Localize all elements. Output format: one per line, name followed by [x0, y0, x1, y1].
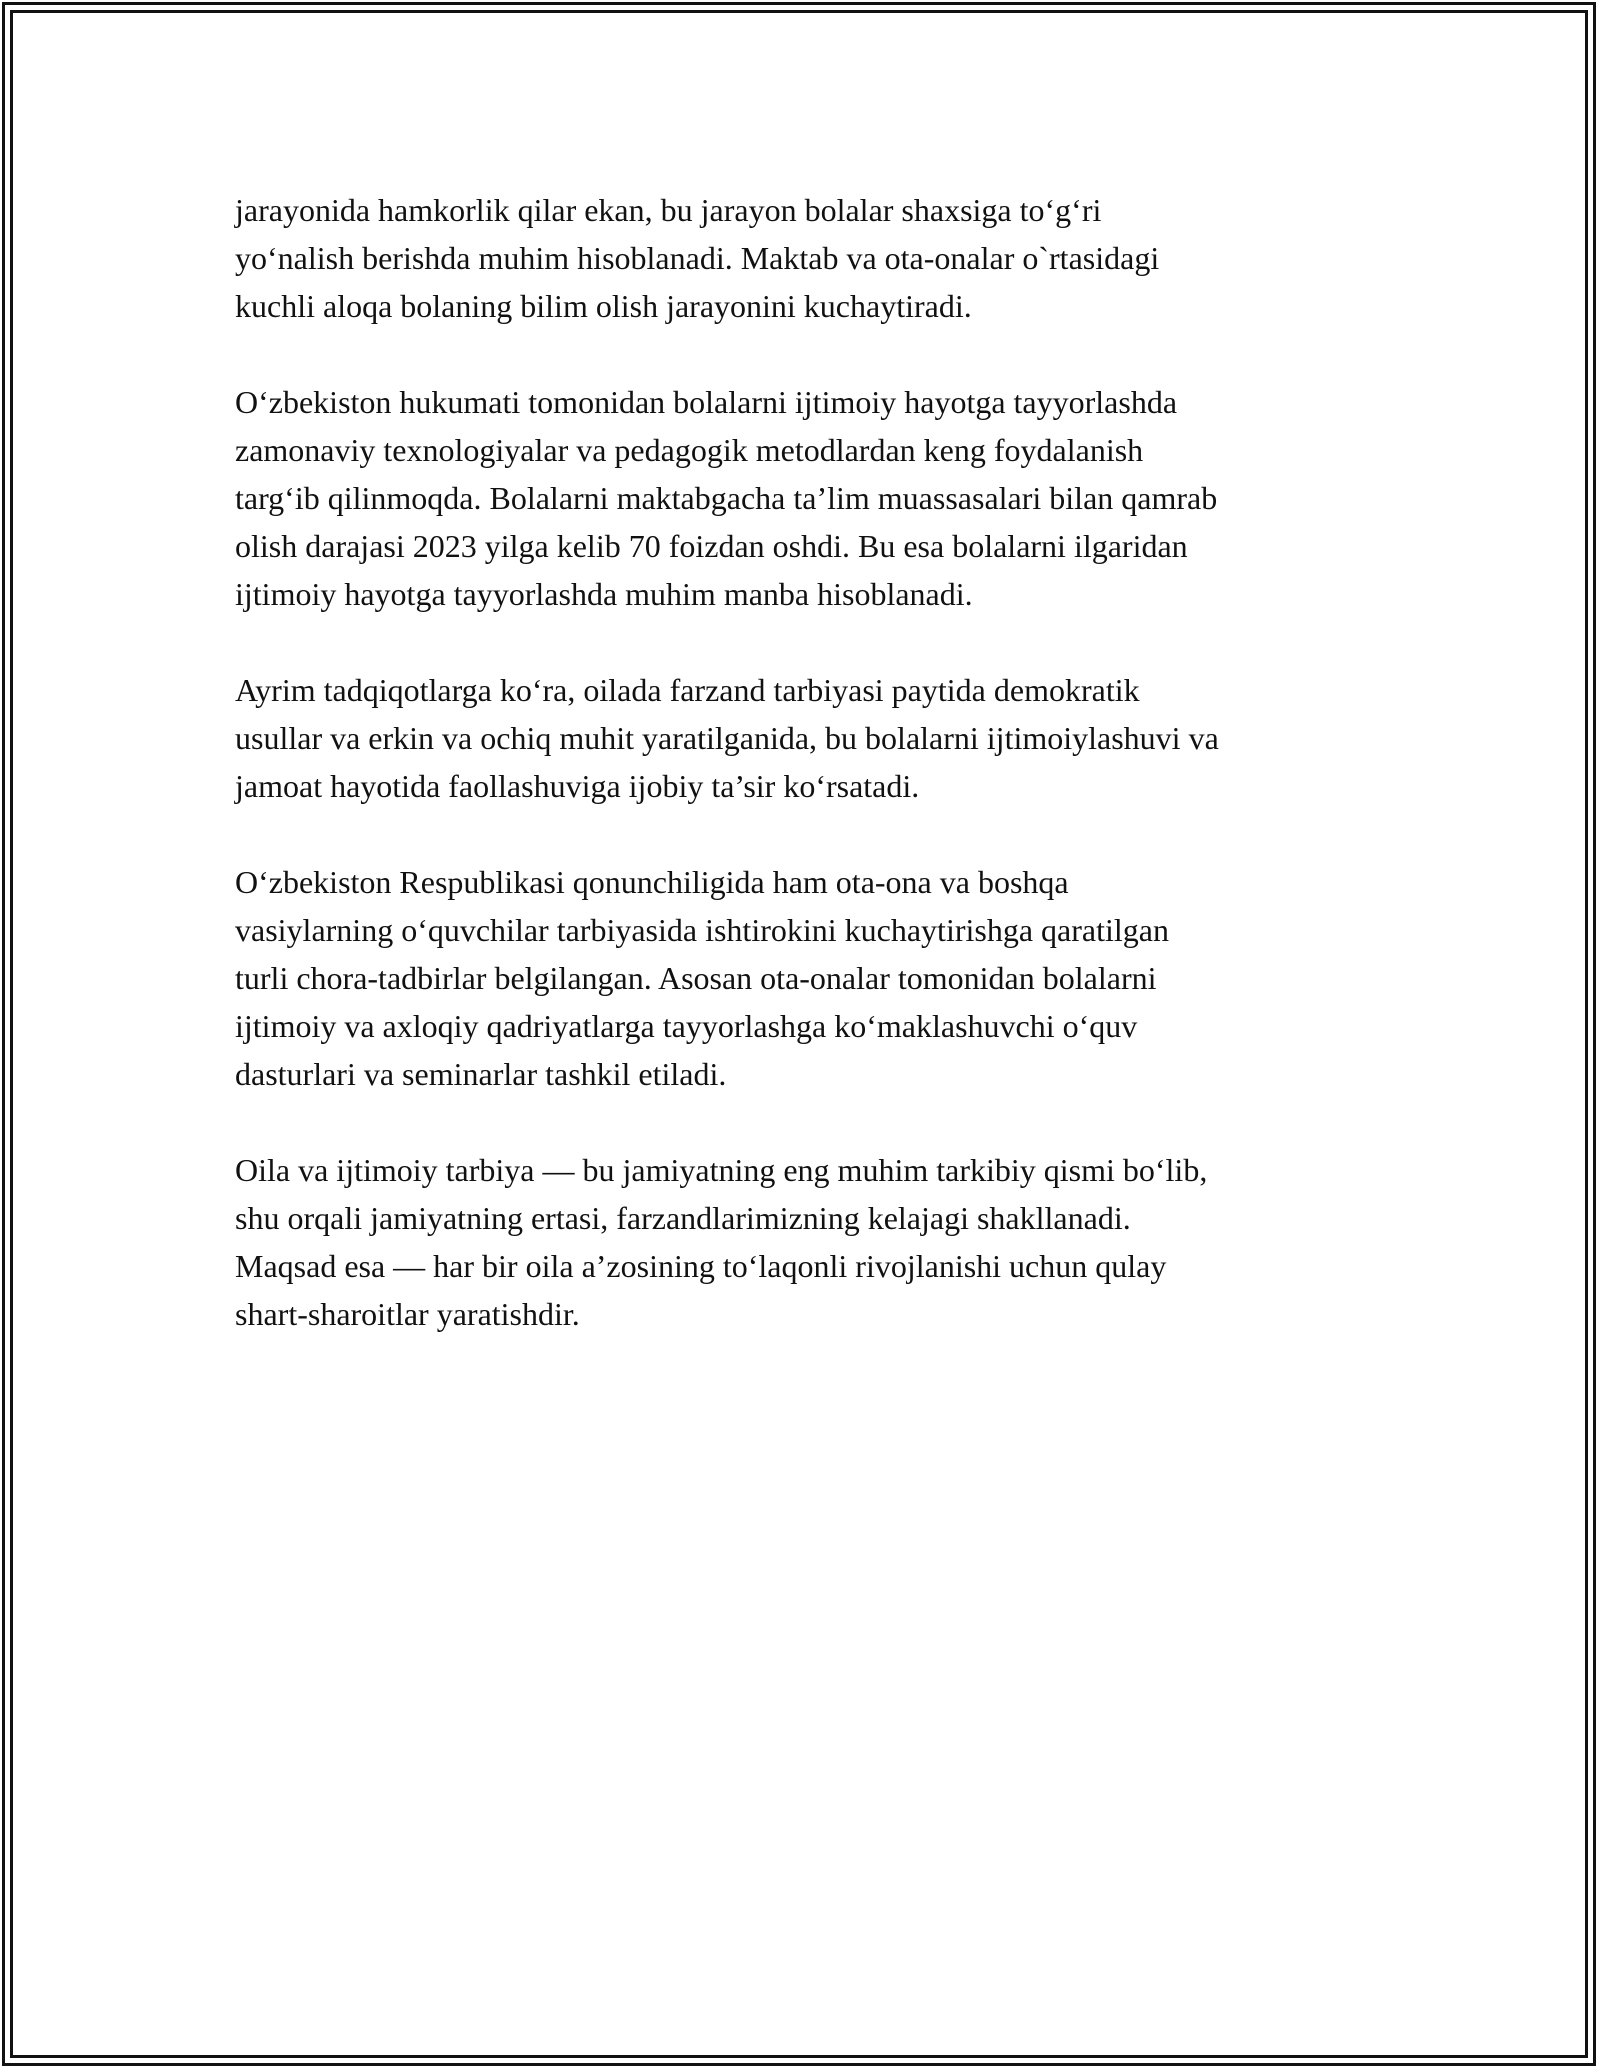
text-line: ijtimoiy hayotga tayyorlashda muhim manba hisoblanadi. — [235, 576, 973, 612]
text-line: dasturlari va seminarlar tashkil etiladi. — [235, 1056, 727, 1092]
text-line: O‘zbekiston Respublikasi qonunchiligida ham ota-ona va boshqa — [235, 864, 1069, 900]
paragraph-school-parent-cooperation — [235, 186, 1385, 330]
paragraph-family-social-education — [235, 1146, 1385, 1338]
text-line: Maqsad esa — har bir oila a’zosining to‘laqonli rivojlanishi uchun qulay — [235, 1248, 1167, 1284]
text-line: shart-sharoitlar yaratishdir. — [235, 1296, 580, 1332]
text-line: shu orqali jamiyatning ertasi, farzandlarimizning kelajagi shakllanadi. — [235, 1200, 1131, 1236]
paragraph-research-democratic-methods — [235, 666, 1385, 810]
text-line: usullar va erkin va ochiq muhit yaratilganida, bu bolalarni ijtimoiylashuvi va — [235, 720, 1219, 756]
text-line: jamoat hayotida faollashuviga ijobiy ta’sir ko‘rsatadi. — [235, 768, 920, 804]
document-body — [235, 186, 1385, 1386]
text-line: yo‘nalish berishda muhim hisoblanadi. Maktab va ota-onalar o`rtasidagi — [235, 240, 1160, 276]
text-line: Ayrim tadqiqotlarga ko‘ra, oilada farzand tarbiyasi paytida demokratik — [235, 672, 1140, 708]
text-line: O‘zbekiston hukumati tomonidan bolalarni ijtimoiy hayotga tayyorlashda — [235, 384, 1178, 420]
paragraph-government-technologies — [235, 378, 1385, 618]
text-line: zamonaviy texnologiyalar va pedagogik metodlardan keng foydalanish — [235, 432, 1144, 468]
paragraph-legislation — [235, 858, 1385, 1098]
text-line: turli chora-tadbirlar belgilangan. Asosan ota-onalar tomonidan bolalarni — [235, 960, 1157, 996]
text-line: Oila va ijtimoiy tarbiya — bu jamiyatning eng muhim tarkibiy qismi bo‘lib, — [235, 1152, 1208, 1188]
text-line: olish darajasi 2023 yilga kelib 70 foizdan oshdi. Bu esa bolalarni ilgaridan — [235, 528, 1188, 564]
text-line: targ‘ib qilinmoqda. Bolalarni maktabgacha ta’lim muassasalari bilan qamrab — [235, 480, 1218, 516]
text-line: jarayonida hamkorlik qilar ekan, bu jarayon bolalar shaxsiga to‘g‘ri — [235, 192, 1102, 228]
text-line: ijtimoiy va axloqiy qadriyatlarga tayyorlashga ko‘maklashuvchi o‘quv — [235, 1008, 1138, 1044]
text-line: kuchli aloqa bolaning bilim olish jarayonini kuchaytiradi. — [235, 288, 972, 324]
text-line: vasiylarning o‘quvchilar tarbiyasida ishtirokini kuchaytirishga qaratilgan — [235, 912, 1169, 948]
